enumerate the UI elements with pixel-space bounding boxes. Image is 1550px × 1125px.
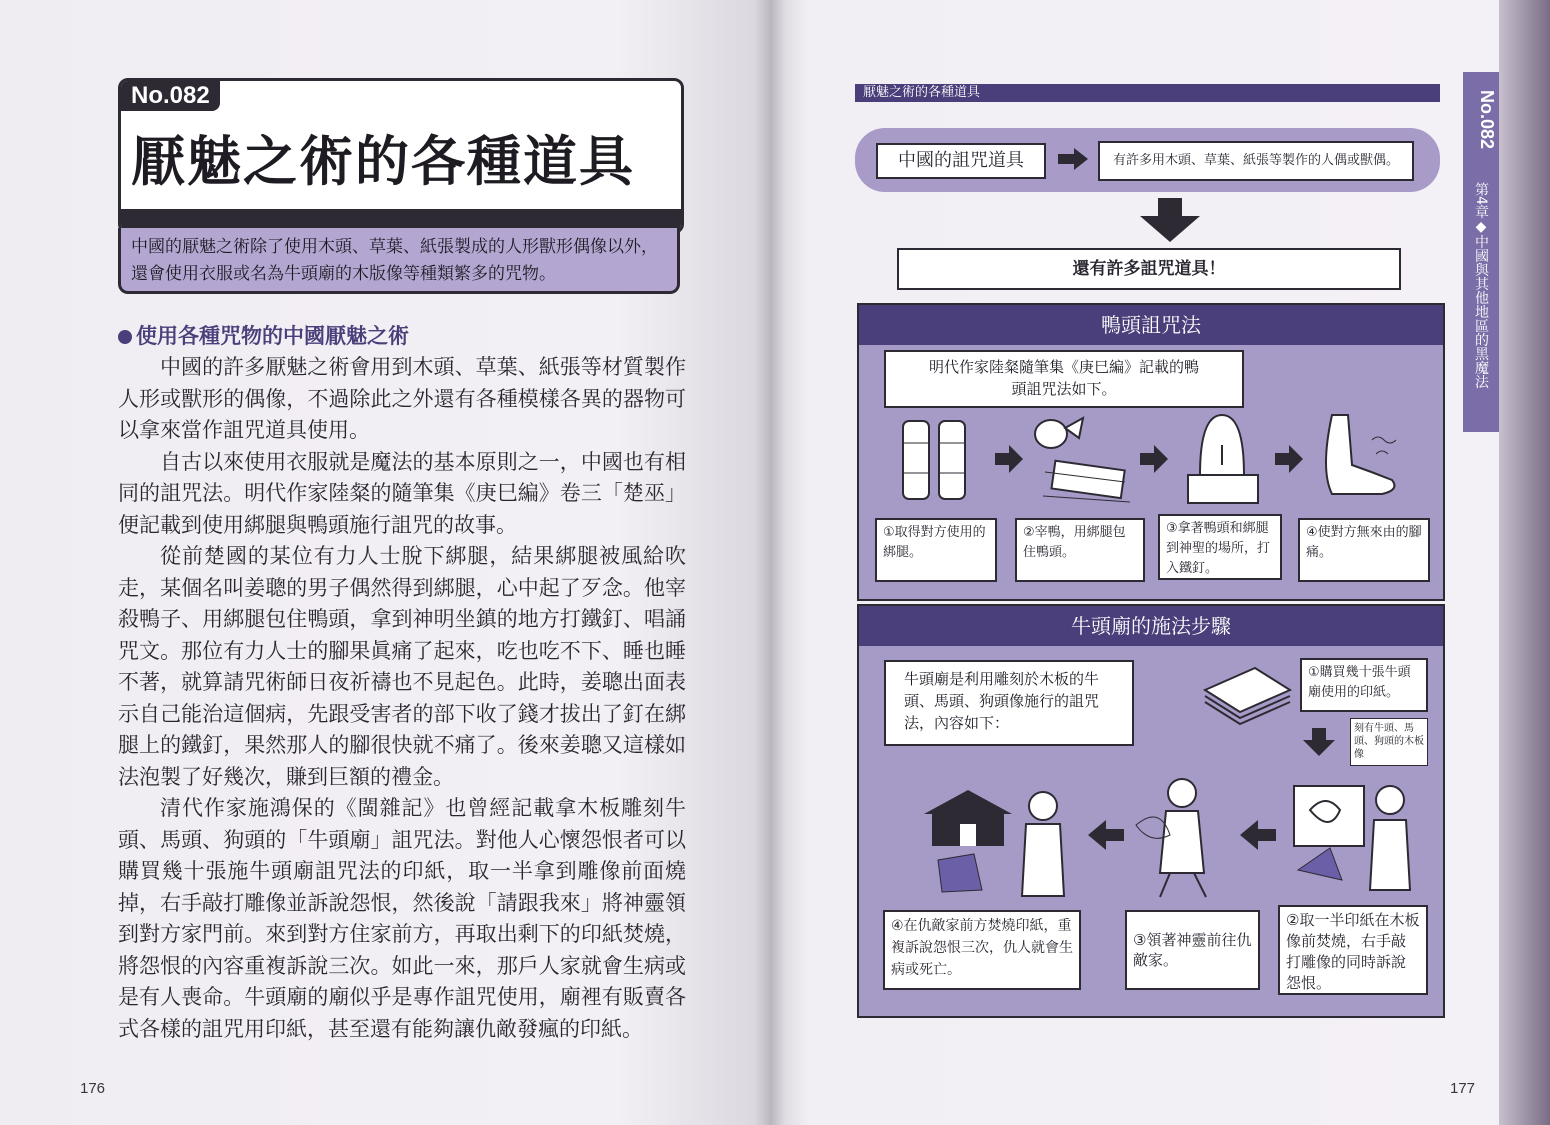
- leggings-icon: [895, 415, 985, 505]
- chinese-tools-label: 中國的詛咒道具: [876, 143, 1046, 179]
- arrow-right-icon: [995, 445, 1023, 473]
- arrow-left-icon: [1088, 820, 1124, 850]
- page-title: 厭魅之術的各種道具: [131, 130, 635, 193]
- duck-head-icon: [1025, 410, 1135, 510]
- many-more-tools: 還有許多詛咒道具！: [897, 248, 1401, 290]
- paragraph: 從前楚國的某位有力人士脫下綁腿，結果綁腿被風給吹走，某個名叫姜聰的男子偶然得到綁腿，心中起了歹念。他宰殺鴨子、用綁腿包住鴨頭，拿到神明坐鎮的地方打鐵釘、唱誦咒文。那位有力人士的腳果眞痛了起來，吃也吃不下、睡也睡不著，就算請咒術師日夜祈禱也不見起色。此時，姜聰出面表示自己能治這個病，先跟受害者的部下收了錢才拔出了釘在綁腿上的鐵釘，果然那人的腳很快就不痛了。後來姜聰又這樣如法泡製了好幾次，賺到巨額的禮金。: [118, 544, 686, 789]
- enemy-house-icon: [918, 780, 1088, 900]
- paragraph: 自古以來使用衣服就是魔法的基本原則之一，中國也有相同的詛咒法。明代作家陸粲的隨筆集《庚巳編》卷三「楚巫」便記載到使用綁腿與鴨頭施行詛咒的故事。: [118, 449, 686, 537]
- duck-step-3: ③拿著鴨頭和綁腿到神聖的場所，打入鐵釘。: [1158, 514, 1282, 580]
- side-tab-chapter: 第4章◆中國與其他地區的黑魔法: [1473, 182, 1489, 389]
- arrow-down-icon: [1303, 728, 1335, 756]
- paragraph: 中國的許多厭魅之術會用到木頭、草葉、紙張等材質製作人形或獸形的偶像，不過除此之外還有各種模樣各異的器物可以拿來當作詛咒道具使用。: [118, 355, 686, 442]
- left-page: [0, 0, 770, 1125]
- ox-step-2: ②取一半印紙在木板像前焚燒，右手敲打雕像的同時訴說怨恨。: [1278, 905, 1428, 995]
- side-tab: [1463, 72, 1499, 432]
- paragraph: 清代作家施鴻保的《閩雜記》也曾經記載拿木板雕刻牛頭、馬頭、狗頭的「牛頭廟」詛咒法。對他人心懷怨恨者可以購買幾十張施牛頭廟詛咒法的印紙，取一半拿到雕像前面燒掉，右手敲打雕像並訴說怨恨，然後說「請跟我來」將神靈領到對方家門前。來到對方住家前方，再取出剩下的印紙焚燒，將怨恨的內容重複訴說三次。如此一來，那戶人家就會生病或是有人喪命。牛頭廟的廟似乎是專作詛咒使用，廟裡有販賣各式各樣的詛咒用印紙，甚至還有能夠讓仇敵發瘋的印紙。: [118, 796, 686, 1041]
- carved-board-tag: 刻有牛頭、馬頭、狗頭的木板像: [1350, 718, 1428, 766]
- arrow-right-icon: [1140, 445, 1168, 473]
- ox-scroll: 牛頭廟是利用雕刻於木板的牛頭、馬頭、狗頭像施行的詛咒法，內容如下：: [884, 660, 1134, 746]
- page-number-right: 177: [1450, 1080, 1476, 1097]
- page-number-left: 176: [80, 1080, 106, 1097]
- body-text: [118, 352, 686, 1045]
- summary-box: 中國的厭魅之術除了使用木頭、草葉、紙張製成的人形獸形偶像以外，還會使用衣服或名為牛頭廟的木版像等種類繁多的咒物。: [118, 228, 680, 294]
- ox-step-4: ④在仇敵家前方焚燒印紙，重複訴說怨恨三次，仇人就會生病或死亡。: [883, 910, 1081, 990]
- walking-man-icon: [1130, 775, 1235, 900]
- duck-step-1: ①取得對方使用的綁腿。: [875, 518, 997, 582]
- title-box: [118, 78, 684, 234]
- arrow-right-icon: [1058, 148, 1088, 170]
- arrow-down-icon: [1140, 198, 1200, 242]
- page-edge: [1499, 0, 1550, 1125]
- duck-step-2: ②宰鴨，用綁腿包住鴨頭。: [1015, 518, 1145, 582]
- book-gutter: [755, 0, 785, 1125]
- arrow-right-icon: [1275, 445, 1303, 473]
- aching-foot-icon: [1312, 410, 1407, 510]
- side-tab-number: No.082: [1477, 90, 1497, 150]
- ox-step-3: ③領著神靈前往仇敵家。: [1125, 910, 1260, 990]
- duck-panel-title: 鴨頭詛咒法: [859, 305, 1443, 345]
- running-header: 厭魅之術的各種道具: [855, 84, 1440, 102]
- paper-stack-icon: [1195, 660, 1295, 730]
- entry-number-tab: No.082: [121, 81, 220, 111]
- bullet-icon: [118, 330, 132, 344]
- section-heading: 使用各種咒物的中國厭魅之術: [118, 320, 409, 350]
- duck-step-4: ④使對方無來由的腳痛。: [1298, 518, 1430, 582]
- ox-step-1: ①購買幾十張牛頭廟使用的印紙。: [1300, 658, 1428, 712]
- shrine-stone-icon: [1180, 405, 1265, 510]
- arrow-left-icon: [1240, 820, 1276, 850]
- chinese-tools-description: 有許多用木頭、草葉、紙張等製作的人偶或獸偶。: [1098, 141, 1414, 181]
- duck-scroll: 明代作家陸粲隨筆集《庚巳編》記載的鴨頭詛咒法如下。: [884, 350, 1244, 408]
- ox-panel-title: 牛頭廟的施法步驟: [859, 606, 1443, 646]
- priest-with-board-icon: [1290, 770, 1420, 900]
